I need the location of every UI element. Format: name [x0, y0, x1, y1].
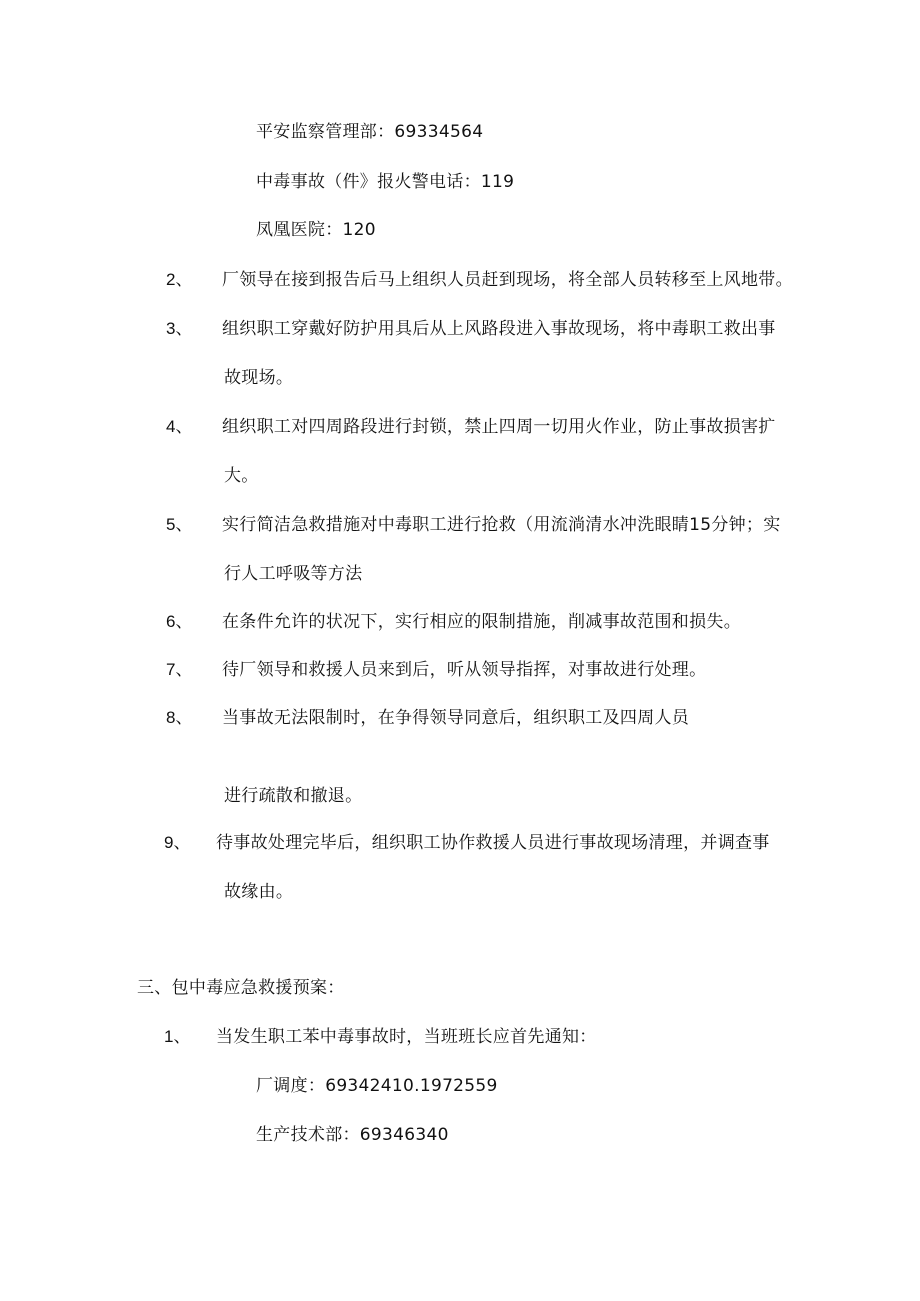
- item-number: 7、: [166, 660, 193, 679]
- contact-fire-alarm: 中毒事故（件》报火警电话：119: [256, 172, 515, 192]
- contact-dispatch: 厂调度：69342410.1972559: [256, 1076, 498, 1096]
- item-number: 2、: [166, 270, 193, 289]
- item-text: 组织职工穿戴好防护用具后从上风路段进入事故现场，将中毒职工救出事: [222, 319, 776, 339]
- contact-hospital: 凤凰医院：120: [256, 220, 376, 240]
- item-text: 待厂领导和救援人员来到后，听从领导指挥，对事故进行处理。: [222, 660, 707, 680]
- item-text-continuation: 行人工呼吸等方法: [224, 564, 363, 584]
- item-number: 3、: [166, 319, 193, 338]
- item-number: 9、: [164, 833, 191, 852]
- item-text: 厂领导在接到报告后马上组织人员赶到现场，将全部人员转移至上风地带。: [222, 270, 793, 290]
- item-text-continuation: 大。: [224, 466, 259, 486]
- contact-production-tech: 生产技术部：69346340: [256, 1125, 449, 1145]
- item-number: 4、: [166, 417, 193, 436]
- item-text: 当事故无法限制时，在争得领导同意后，组织职工及四周人员: [222, 708, 690, 728]
- contact-safety-dept: 平安监察管理部：69334564: [256, 122, 484, 142]
- item-text: 组织职工对四周路段进行封锁，禁止四周一切用火作业，防止事故损害扩: [222, 417, 776, 437]
- item-number: 5、: [166, 515, 193, 534]
- item-text-continuation: 进行疏散和撤退。: [224, 786, 363, 806]
- item-text-continuation: 故现场。: [224, 368, 294, 388]
- item-text: 实行简洁急救措施对中毒职工进行抢救（用流淌清水冲洗眼睛15分钟；实: [222, 515, 781, 535]
- item-number: 1、: [164, 1027, 191, 1046]
- item-text: 在条件允许的状况下，实行相应的限制措施，削减事故范围和损失。: [222, 612, 741, 632]
- item-text: 当发生职工苯中毒事故时，当班班长应首先通知：: [216, 1027, 597, 1047]
- item-text: 待事故处理完毕后，组织职工协作救援人员进行事故现场清理，并调查事: [216, 833, 770, 853]
- item-number: 6、: [166, 612, 193, 631]
- section-heading: 三、包中毒应急救援预案：: [137, 978, 345, 998]
- item-number: 8、: [166, 708, 193, 727]
- item-text-continuation: 故缘由。: [224, 882, 294, 902]
